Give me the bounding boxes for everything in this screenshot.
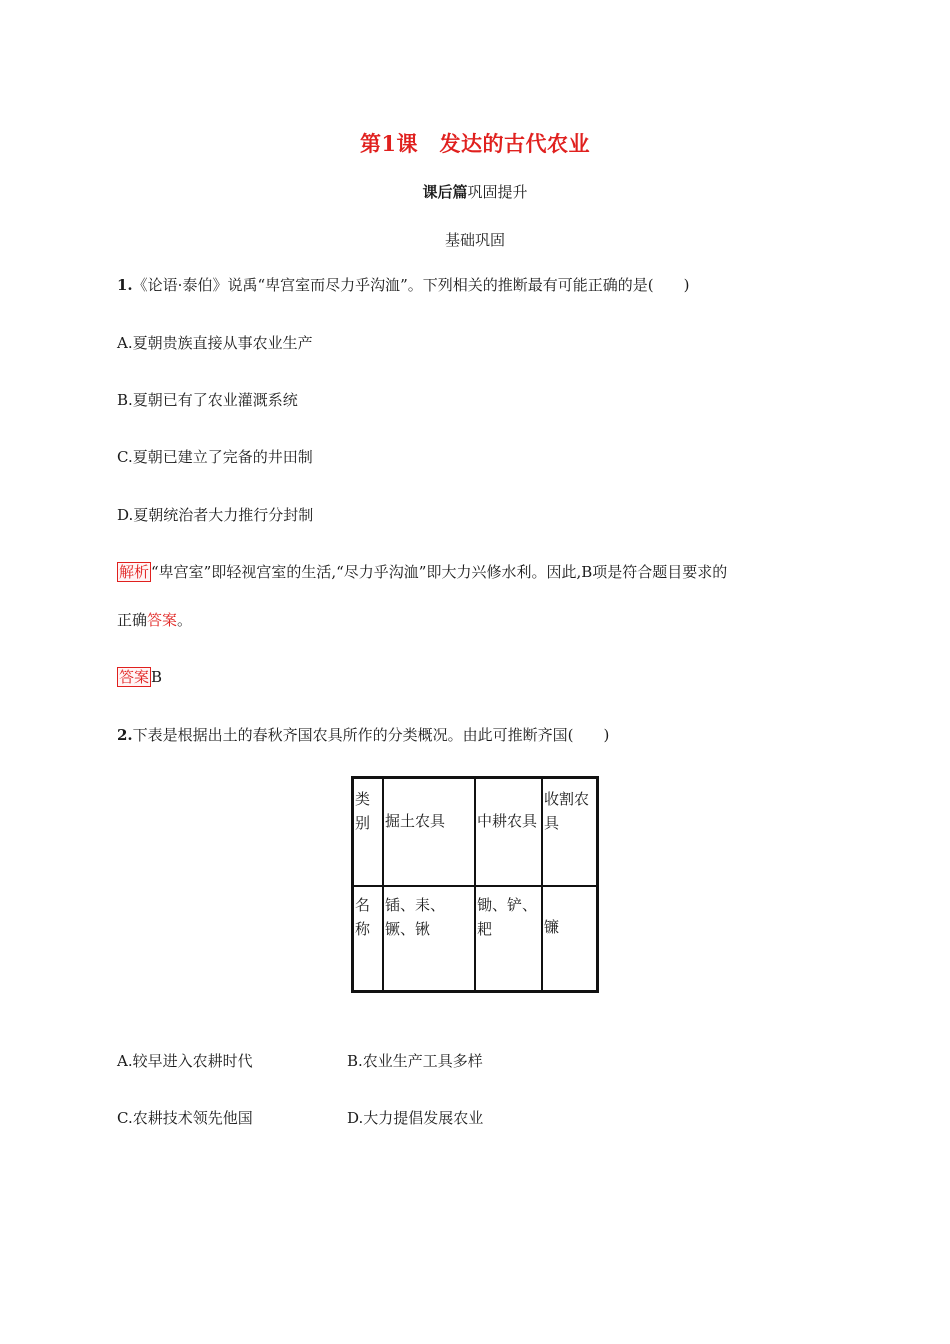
question-number: 2. bbox=[117, 726, 133, 744]
option-a: A.较早进入农耕时代 bbox=[117, 1052, 253, 1070]
question-1-stem bbox=[117, 275, 690, 295]
answer-value: B bbox=[151, 668, 163, 686]
table-cell: 锄、铲、耙 bbox=[475, 886, 542, 992]
table-cell: 名称 bbox=[353, 886, 384, 992]
subtitle-rest: 巩固提升 bbox=[467, 183, 528, 201]
option-b: B.夏朝已有了农业灌溉系统 bbox=[117, 391, 298, 409]
analysis-tag: 解析 bbox=[119, 563, 150, 581]
option-c: C.夏朝已建立了完备的井田制 bbox=[117, 448, 313, 466]
question-number: 1. bbox=[117, 276, 133, 294]
option-a: A.夏朝贵族直接从事农业生产 bbox=[117, 334, 313, 352]
table-row bbox=[353, 778, 598, 886]
option-d: D.夏朝统治者大力推行分封制 bbox=[117, 506, 314, 524]
table-cell: 锸、耒、镢、锹 bbox=[383, 886, 475, 992]
table-cell: 类别 bbox=[353, 778, 384, 886]
question-text: 《论语·泰伯》说禹“卑宫室而尽力乎沟洫”。下列相关的推断最有可能正确的是( ) bbox=[132, 276, 690, 294]
subtitle-bold: 课后篇 bbox=[422, 183, 468, 201]
question-text: 下表是根据出土的春秋齐国农具所作的分类概况。由此可推断齐国( ) bbox=[132, 726, 610, 744]
page-subtitle bbox=[0, 181, 950, 202]
table-row bbox=[353, 886, 598, 992]
table-cell: 中耕农具 bbox=[475, 778, 542, 886]
answer-tag: 答案 bbox=[119, 668, 150, 686]
answer-line bbox=[117, 667, 162, 687]
section-heading: 基础巩固 bbox=[444, 231, 505, 249]
option-c: C.农耕技术领先他国 bbox=[117, 1109, 253, 1127]
analysis-text-2a: 正确 bbox=[117, 611, 148, 629]
analysis-line-2 bbox=[117, 610, 192, 630]
table-cell: 镰 bbox=[542, 886, 598, 992]
option-b: B.农业生产工具多样 bbox=[347, 1052, 483, 1070]
table-cell: 掘土农具 bbox=[383, 778, 475, 886]
question-2-stem bbox=[117, 725, 609, 745]
analysis-answer-word: 答案 bbox=[147, 611, 178, 629]
option-d: D.大力提倡发展农业 bbox=[347, 1109, 484, 1127]
analysis-text-2b: 。 bbox=[177, 611, 193, 629]
page-title: 第1课 发达的古代农业 bbox=[359, 131, 591, 156]
analysis-text: “卑宫室”即轻视宫室的生活,“尽力乎沟洫”即大力兴修水利。因此,B项是符合题目要求的 bbox=[151, 563, 728, 581]
farm-tools-table bbox=[351, 776, 599, 993]
analysis-line-1 bbox=[117, 562, 727, 582]
table-cell: 收割农具 bbox=[542, 778, 598, 886]
